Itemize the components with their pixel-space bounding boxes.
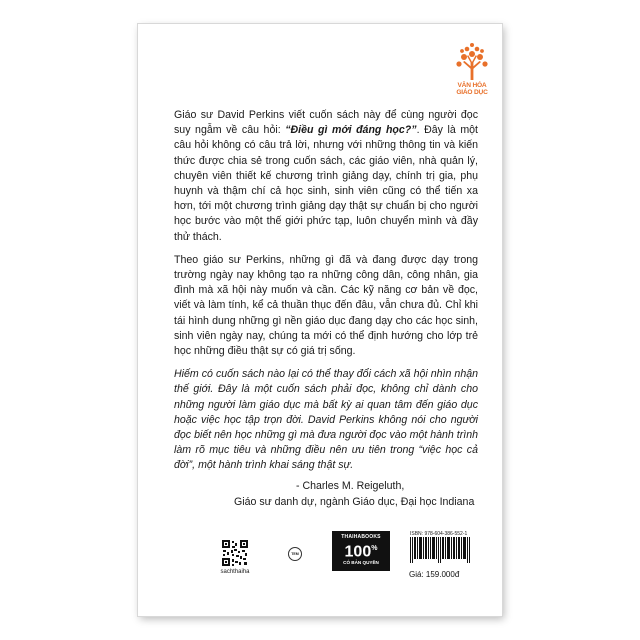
publisher-logo <box>450 40 494 104</box>
book-back-cover <box>138 24 502 616</box>
isbn-text: ISBN: 978-604-386-552-1 <box>410 531 468 537</box>
attribution-title: Giáo sư danh dự, ngành Giáo dục, Đại học Indiana <box>234 495 475 508</box>
qr-label: sachthaiha <box>220 569 250 575</box>
blurb-paragraph-2: Theo giáo sư Perkins, những gì đã và đang được dạy trong trường ngày nay không tạo ra những công dân, công nhân, gia đình mà xã hội này muốn và cần. Các kỹ năng cơ bản về đọc, viết và làm tính, kể cả thuần thục đến đâu, vẫn chưa đủ. Chỉ khi tái hình dung những gì nền giáo dục đang dạy cho các học sinh, sinh viên ngày nay, chúng ta mới có thể định hướng cho lớp trẻ học những điều thật sự có giá trị sống. <box>174 253 478 358</box>
anti-counterfeit-stamp: TEM <box>288 547 302 561</box>
badge-number-value: 100 <box>344 543 372 561</box>
blurb-quote: Hiếm có cuốn sách nào lại có thể thay đổi cách xã hội nhìn nhận thế giới. Đây là một cuốn sách phải đọc, không chỉ dành cho những người làm giáo dục mà bất kỳ ai quan tâm đến giáo dục hoặc việc học tập trọn đời. David Perkins không nói cho người đọc biết nên học những gì mà đưa người đọc vào một hành trình làm rõ mục tiêu và những điều nên ưu tiên trong “việc học cả đời”, một hành trình khai sáng thật sự. <box>174 368 478 472</box>
blurb-paragraph-1 <box>174 108 478 245</box>
qr-code-icon <box>222 540 248 566</box>
badge-number <box>332 540 390 560</box>
logo-text-line1: VĂN HÓA <box>457 82 487 89</box>
badge-caption: CÓ BẢN QUYỀN <box>343 560 379 566</box>
price: Giá: 159.000đ <box>409 570 460 579</box>
key-question: “Điều gì mới đáng học?” <box>285 124 417 137</box>
copyright-badge <box>332 531 390 571</box>
badge-brand: THAIHABOOKS <box>341 534 381 540</box>
barcode-icon <box>410 537 472 565</box>
tree-logo-icon <box>450 40 494 84</box>
attribution-name: - Charles M. Reigeluth, <box>296 480 405 492</box>
quote-attribution <box>234 479 484 510</box>
logo-text-line2: GIÁO DỤC <box>456 89 488 96</box>
blurb <box>174 108 478 482</box>
p1-before: Giáo sư David Perkins viết cuốn sách này để cùng người đọc suy ngẫm về câu hỏi: <box>174 109 478 137</box>
barcode <box>406 531 476 569</box>
badge-percent: % <box>371 545 378 552</box>
p1-after: . Đây là một câu hỏi không có câu trả lời, nhưng với những thông tin và kiến thức được chia sẻ trong cuốn sách, các giáo viên, nhà quản lý, chuyên viên thiết kế chương trình giảng dạy, chính trị gia, phụ huynh và thậm chí cả học sinh, sinh viên cũng có thể tiến xa hơn, tới một chương trình giảng dạy thật sự chuẩn bị cho người học bước vào một thế giới phức tạp, luôn chuyển mình và đầy thử thách. <box>174 124 478 243</box>
